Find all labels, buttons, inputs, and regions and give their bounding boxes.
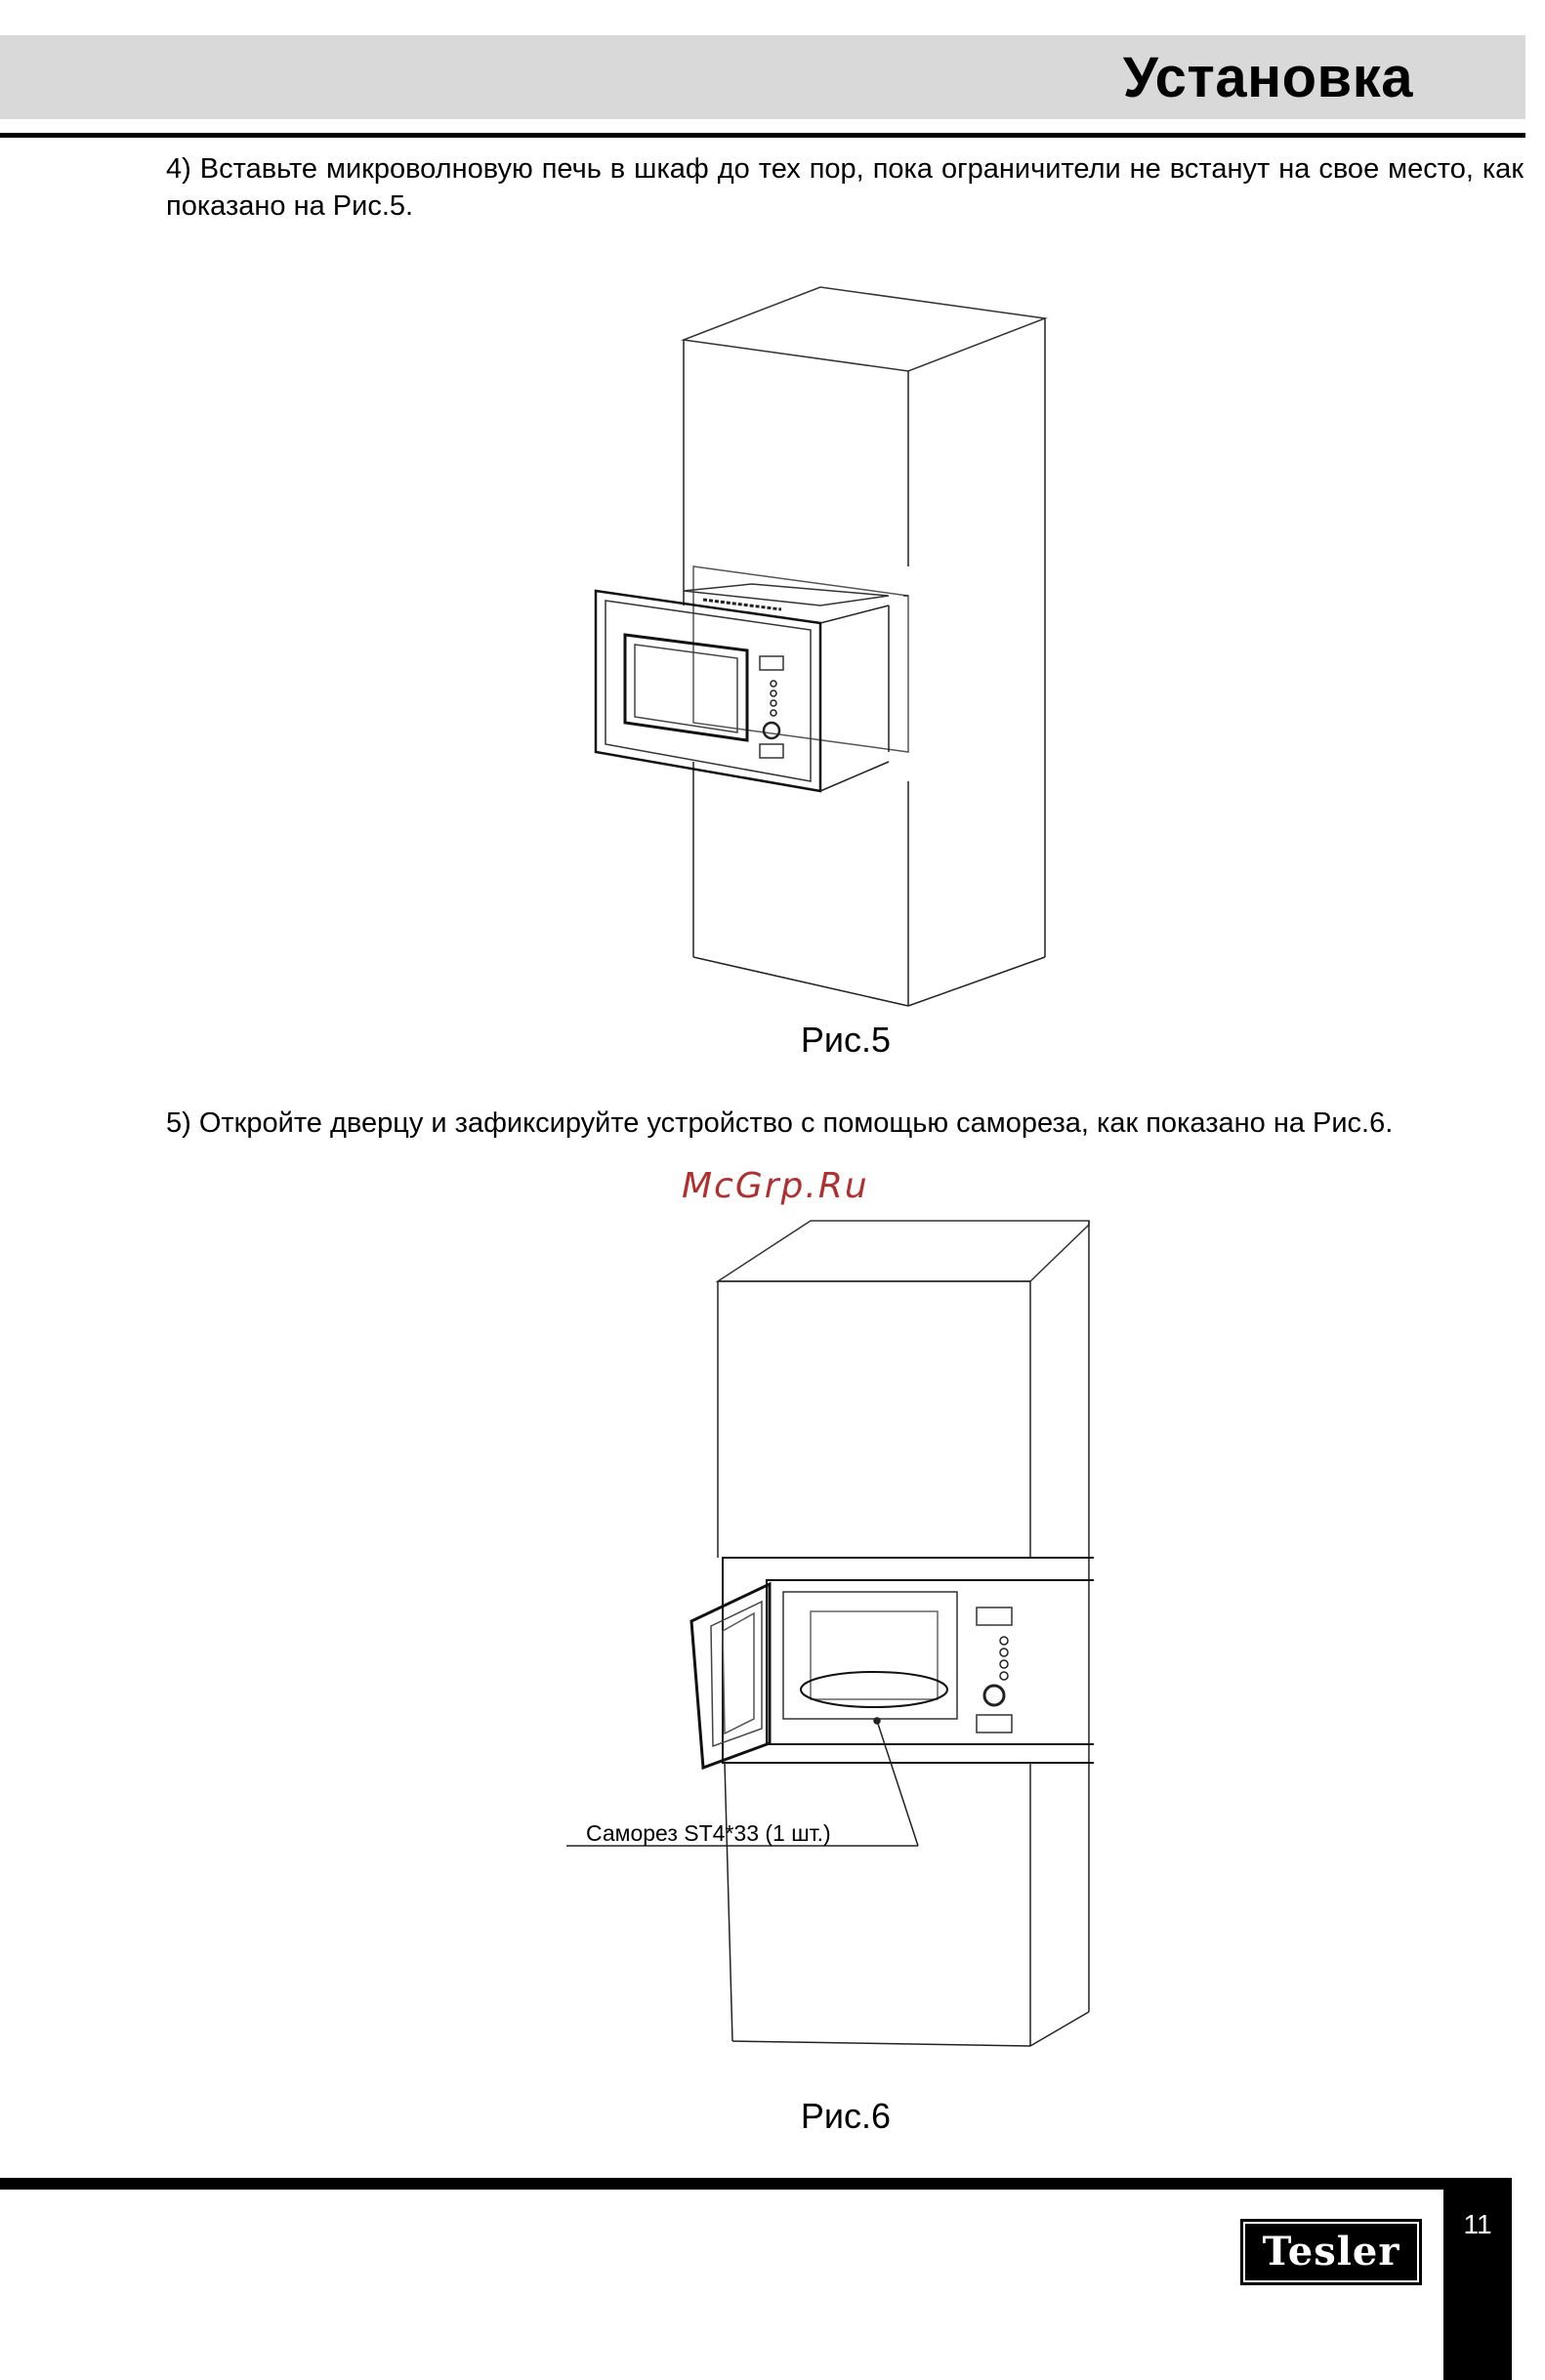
figure-5-illustration — [586, 273, 1074, 1016]
watermark-text: McGrp.Ru — [682, 1166, 869, 1206]
screw-callout-label: Саморез ST4*33 (1 шт.) — [586, 1820, 831, 1846]
page-title: Установка — [1122, 46, 1413, 109]
page-number: 11 — [1463, 2209, 1492, 2239]
step-4-text: 4) Вставьте микроволновую печь в шкаф до тех пор, пока ограничители не встанут на свое место, как показано на Рис.5. — [166, 153, 1524, 222]
tesler-logo: Tesler — [1240, 2219, 1422, 2285]
figure-6-illustration — [547, 1211, 1094, 2090]
figure-5-caption: Рис.5 — [800, 1020, 892, 1060]
header-divider — [0, 133, 1525, 138]
figure-6-caption: Рис.6 — [800, 2096, 892, 2136]
footer-divider — [0, 2178, 1512, 2190]
step-5-text: 5) Откройте дверцу и зафиксируйте устройство с помощью самореза, как показано на Рис.6. — [166, 1107, 1394, 1139]
